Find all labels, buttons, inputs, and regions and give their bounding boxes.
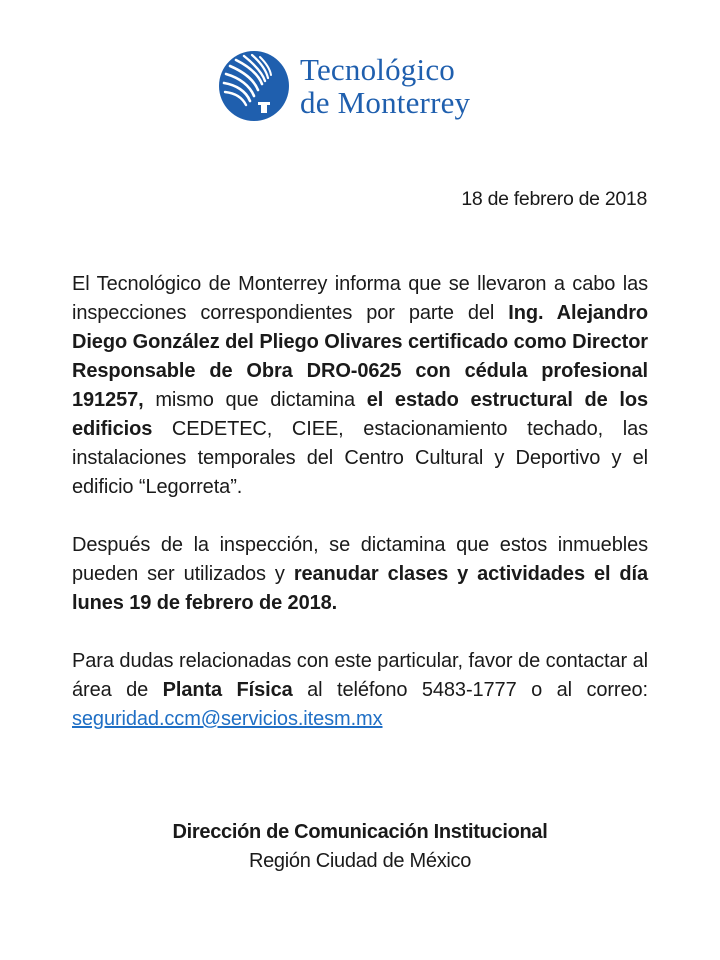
signature-block [0,818,720,876]
p3-text-2: al teléfono 5483-1777 o al correo: [292,679,648,701]
p3-text-1: Para dudas relacionadas con este particular, favor de contactar al área de [72,650,648,701]
torch-emblem-icon [218,50,290,122]
paragraph-resume-classes [72,531,648,618]
paragraph-contact [72,647,648,734]
institution-logo [218,50,470,122]
p1-engineer-name: Ing. Alejandro Diego González del Pliego Olivares certificado como Director Responsable de Obra DRO-0625 con cédula profesional 191257, [72,302,648,411]
signature-region: Región Ciudad de México [248,850,472,872]
p2-text-1: Después de la inspección, se dictamina que estos inmuebles pueden ser utilizados y [72,534,648,585]
signature-department: Dirección de Comunicación Institucional [172,821,548,843]
p2-resume-date: reanudar clases y actividades el día lunes 19 de febrero de 2018. [72,563,648,614]
p1-structural-state: el estado estructural de los edificios [72,389,648,440]
logo-line-1: Tecnológico [300,52,455,87]
p1-text-2: mismo que dictamina [143,389,367,411]
p1-text-3: CEDETEC, CIEE, estacionamiento techado, las instalaciones temporales del Centro Cultural y Deportivo y el edificio “Legorreta”. [72,418,648,498]
document-date: 18 de febrero de 2018 [461,188,647,210]
logo-line-2: de Monterrey [300,85,471,120]
document-body [72,270,648,763]
paragraph-inspection [72,270,648,502]
contact-email-link[interactable]: seguridad.ccm@servicios.itesm.mx [72,708,383,730]
p1-text-1: El Tecnológico de Monterrey informa que se llevaron a cabo las inspecciones correspondientes por parte del [72,273,648,324]
institution-name [300,53,470,119]
p3-department: Planta Física [162,679,293,701]
